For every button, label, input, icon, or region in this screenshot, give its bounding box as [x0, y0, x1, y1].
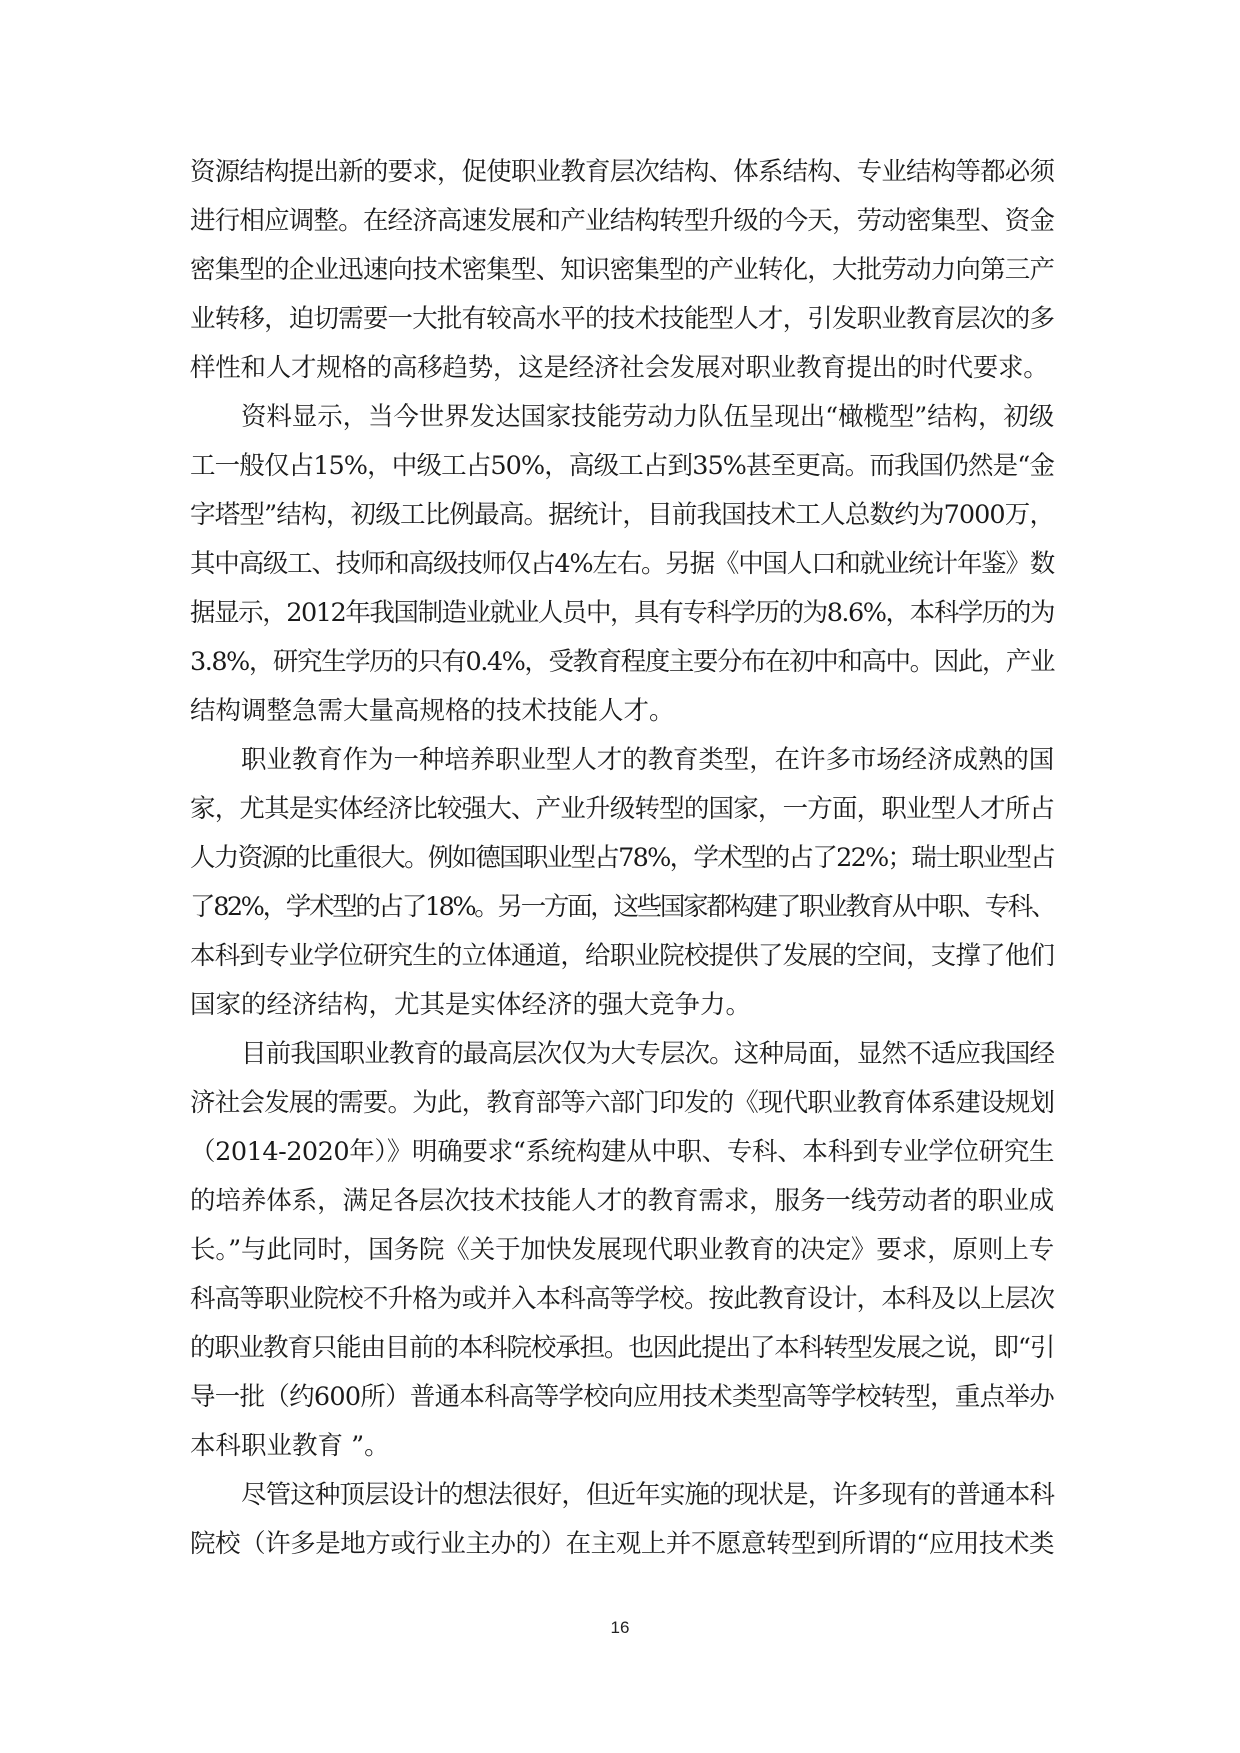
text-line: 院校（许多是地方或行业主办的）在主观上并不愿意转型到所谓的“应用技术类: [190, 1529, 1054, 1559]
text-line: 了82%，学术型的占了18%。另一方面，这些国家都构建了职业教育从中职、专科、: [190, 892, 1054, 922]
text-line: 字塔型”结构，初级工比例最高。据统计，目前我国技术工人总数约为7000万，: [190, 500, 1054, 530]
text-line: 尽管这种顶层设计的想法很好，但近年实施的现状是，许多现有的普通本科: [241, 1480, 1054, 1510]
text-line: （2014-2020年）》明确要求“系统构建从中职、专科、本科到专业学位研究生: [190, 1137, 1054, 1167]
paragraph-1: [190, 148, 1054, 393]
text-line: 资料显示，当今世界发达国家技能劳动力队伍呈现出“橄榄型”结构，初级: [241, 402, 1054, 432]
text-line: 目前我国职业教育的最高层次仅为大专层次。这种局面，显然不适应我国经: [241, 1039, 1054, 1069]
page-number: 16: [610, 1618, 630, 1637]
text-line: 导一批（约600所）普通本科高等学校向应用技术类型高等学校转型，重点举办: [190, 1382, 1054, 1412]
paragraph-4: [190, 1030, 1054, 1471]
text-line: 本科职业教育 ”。: [190, 1431, 390, 1461]
paragraph-3: [190, 736, 1054, 1030]
text-line: 据显示，2012年我国制造业就业人员中，具有专科学历的为8.6%，本科学历的为: [190, 598, 1054, 628]
text-line: 3.8%，研究生学历的只有0.4%，受教育程度主要分布在初中和高中。因此，产业: [190, 647, 1054, 677]
text-line: 结构调整急需大量高规格的技术技能人才。: [190, 696, 675, 726]
text-line: 工一般仅占15%，中级工占50%，高级工占到35%甚至更高。而我国仍然是“金: [190, 451, 1054, 481]
text-line: 其中高级工、技师和高级技师仅占4%左右。另据《中国人口和就业统计年鉴》数: [190, 549, 1054, 579]
text-line: 业转移，迫切需要一大批有较高水平的技术技能型人才，引发职业教育层次的多: [190, 304, 1054, 334]
body-text: [190, 148, 1054, 1569]
text-line: 本科到专业学位研究生的立体通道，给职业院校提供了发展的空间，支撑了他们: [190, 941, 1054, 971]
text-line: 济社会发展的需要。为此，教育部等六部门印发的《现代职业教育体系建设规划: [190, 1088, 1054, 1118]
text-line: 的培养体系，满足各层次技术技能人才的教育需求，服务一线劳动者的职业成: [190, 1186, 1054, 1216]
text-line: 进行相应调整。在经济高速发展和产业结构转型升级的今天，劳动密集型、资金: [190, 206, 1054, 236]
paragraph-2: [190, 393, 1054, 736]
text-line: 科高等职业院校不升格为或并入本科高等学校。按此教育设计，本科及以上层次: [190, 1284, 1054, 1314]
text-line: 资源结构提出新的要求，促使职业教育层次结构、体系结构、专业结构等都必须: [190, 157, 1054, 187]
text-line: 国家的经济结构，尤其是实体经济的强大竞争力。: [190, 990, 752, 1020]
text-line: 长。”与此同时，国务院《关于加快发展现代职业教育的决定》要求，原则上专: [190, 1235, 1054, 1265]
text-line: 人力资源的比重很大。例如德国职业型占78%，学术型的占了22%；瑞士职业型占: [190, 843, 1054, 873]
text-line: 职业教育作为一种培养职业型人才的教育类型，在许多市场经济成熟的国: [241, 745, 1054, 775]
text-line: 的职业教育只能由目前的本科院校承担。也因此提出了本科转型发展之说，即“引: [190, 1333, 1054, 1363]
text-line: 样性和人才规格的高移趋势，这是经济社会发展对职业教育提出的时代要求。: [190, 353, 1049, 383]
paragraph-5: [190, 1471, 1054, 1569]
text-line: 家，尤其是实体经济比较强大、产业升级转型的国家，一方面，职业型人才所占: [190, 794, 1054, 824]
text-line: 密集型的企业迅速向技术密集型、知识密集型的产业转化，大批劳动力向第三产: [190, 255, 1054, 285]
